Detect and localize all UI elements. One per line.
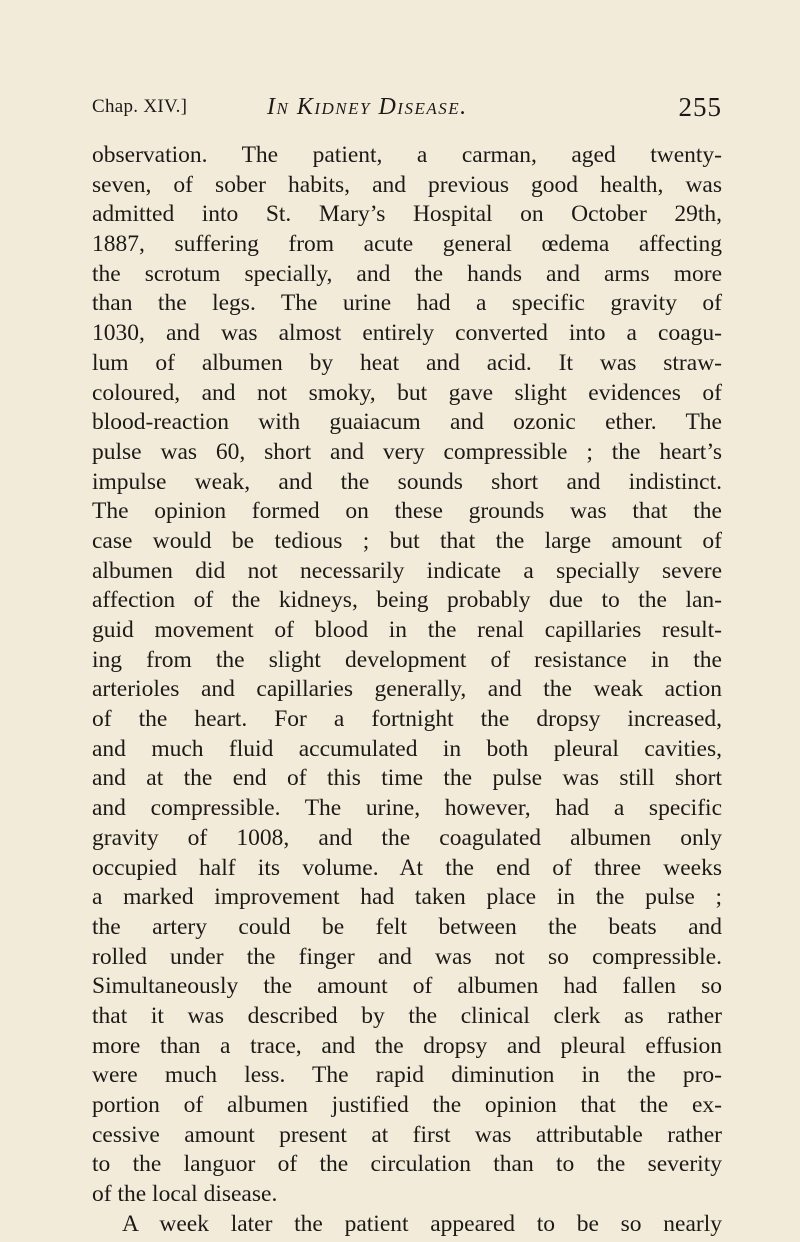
running-title: In Kidney Disease.: [267, 94, 468, 120]
text-line: more than a trace, and the dropsy and pleural effusion: [92, 1032, 722, 1059]
page-number: 255: [678, 92, 722, 122]
text-line: were much less. The rapid diminution in the pro-: [92, 1062, 722, 1089]
paragraph-start-line: A week later the patient appeared to be so nearly: [122, 1210, 722, 1237]
text-line: admitted into St. Mary’s Hospital on October 29th,: [92, 201, 722, 228]
text-line: coloured, and not smoky, but gave slight evidences of: [92, 379, 722, 406]
running-header: [92, 92, 722, 136]
text-line: gravity of 1008, and the coagulated albumen only: [92, 824, 722, 851]
text-line: cessive amount present at first was attributable rather: [92, 1121, 722, 1148]
text-line: ing from the slight development of resistance in the: [92, 646, 722, 673]
text-line: The opinion formed on these grounds was that the: [92, 498, 722, 525]
text-line: seven, of sober habits, and previous good health, was: [92, 171, 722, 198]
text-line: lum of albumen by heat and acid. It was straw-: [92, 349, 722, 376]
text-line: the artery could be felt between the beats and: [92, 913, 722, 940]
paragraph-end-line: of the local disease.: [92, 1181, 278, 1208]
text-line: Simultaneously the amount of albumen had fallen so: [92, 973, 722, 1000]
text-line: occupied half its volume. At the end of three weeks: [92, 854, 722, 881]
text-line: rolled under the finger and was not so compressible.: [92, 943, 722, 970]
text-line: 1887, suffering from acute general œdema affecting: [92, 231, 722, 258]
text-line: albumen did not necessarily indicate a specially severe: [92, 557, 722, 584]
text-line: and compressible. The urine, however, had a specific: [92, 795, 722, 822]
text-line: impulse weak, and the sounds short and indistinct.: [92, 468, 722, 495]
text-line: and at the end of this time the pulse was still short: [92, 765, 722, 792]
text-line: that it was described by the clinical clerk as rather: [92, 1002, 722, 1029]
text-line: 1030, and was almost entirely converted into a coagu-: [92, 320, 722, 347]
text-line: of the heart. For a fortnight the dropsy increased,: [92, 706, 722, 733]
text-line: affection of the kidneys, being probably due to the lan-: [92, 587, 722, 614]
text-line: than the legs. The urine had a specific gravity of: [92, 290, 722, 317]
text-line: arterioles and capillaries generally, and the weak action: [92, 676, 722, 703]
text-line: observation. The patient, a carman, aged twenty-: [92, 142, 722, 168]
text-line: portion of albumen justified the opinion that the ex-: [92, 1092, 722, 1118]
text-line: case would be tedious ; but that the large amount of: [92, 527, 722, 554]
chapter-label: Chap. XIV.]: [92, 96, 188, 117]
text-line: pulse was 60, short and very compressible ; the heart’s: [92, 438, 722, 465]
text-line: guid movement of blood in the renal capillaries result-: [92, 617, 722, 643]
text-line: and much fluid accumulated in both pleural cavities,: [92, 735, 722, 762]
body-text: [92, 141, 722, 1239]
text-line: blood-reaction with guaiacum and ozonic ether. The: [92, 409, 722, 436]
text-line: the scrotum specially, and the hands and arms more: [92, 260, 722, 287]
text-line: a marked improvement had taken place in the pulse ;: [92, 884, 722, 911]
text-line: to the languor of the circulation than to the severity: [92, 1151, 722, 1178]
